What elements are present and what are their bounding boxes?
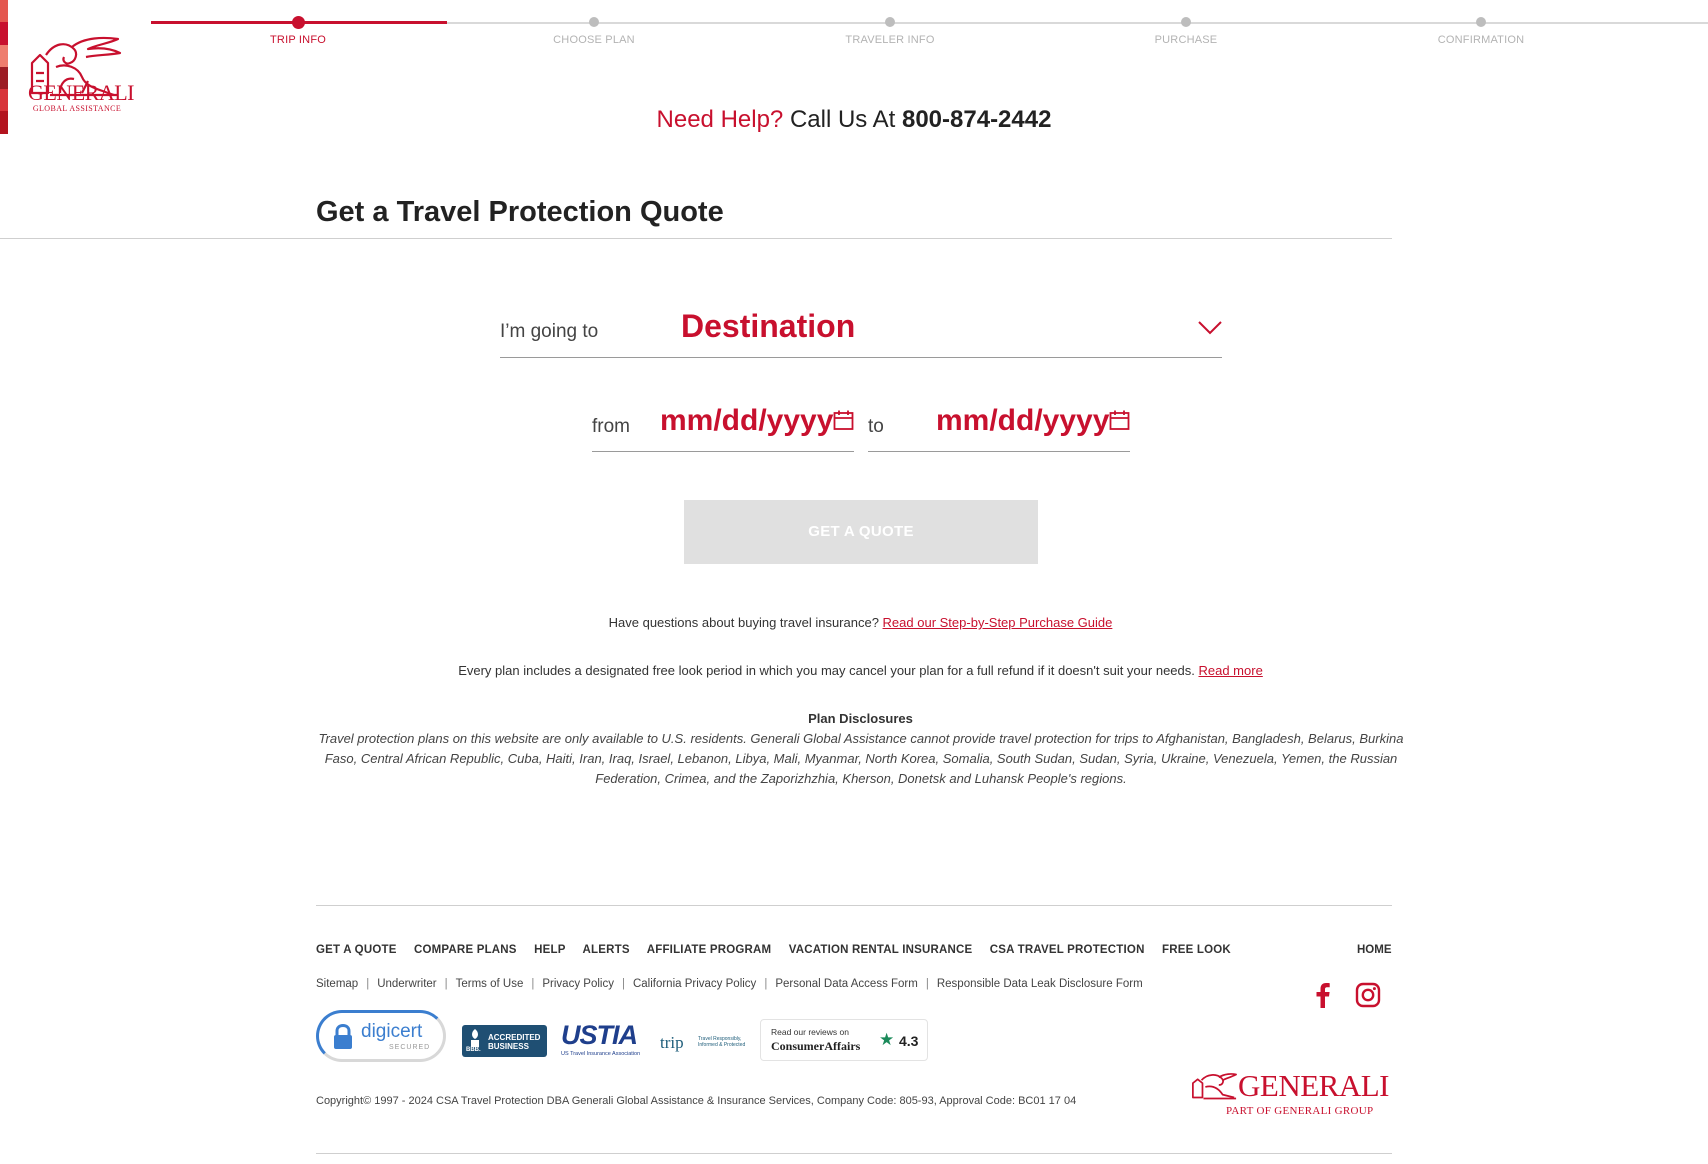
copyright-text: Copyright© 1997 - 2024 CSA Travel Protection DBA Generali Global Assistance & Insurance Services, Company Code: 805-93, Approval Code: BC01 17 04 [316, 1095, 1077, 1107]
step-traveler-info: TRAVELER INFO [790, 17, 990, 46]
title-divider [0, 238, 1392, 239]
read-more-link[interactable]: Read more [1198, 663, 1263, 678]
footer-nav-compare-plans[interactable]: COMPARE PLANS [413, 944, 517, 956]
link-separator: | [531, 978, 535, 990]
footer-links [316, 978, 1143, 990]
to-date-field[interactable] [868, 400, 1130, 452]
corporate-tagline: PART OF GENERALI GROUP [1226, 1105, 1374, 1117]
footer-link-data-leak[interactable]: Responsible Data Leak Disclosure Form [936, 978, 1143, 990]
footer-nav-alerts[interactable]: ALERTS [582, 944, 630, 956]
from-date-field[interactable] [592, 400, 854, 452]
destination-label: I’m going to [500, 321, 599, 342]
footer-nav-home[interactable]: HOME [1357, 944, 1392, 956]
footer-link-privacy[interactable]: Privacy Policy [542, 978, 614, 990]
phone-number-link[interactable]: 800-874-2442 [901, 106, 1052, 133]
calendar-icon[interactable] [833, 410, 854, 431]
instagram-icon[interactable] [1355, 982, 1381, 1008]
checkout-stepper [151, 0, 1708, 60]
step-trip-info: TRIP INFO [198, 17, 398, 46]
link-separator: | [444, 978, 448, 990]
page-title: Get a Travel Protection Quote [316, 196, 724, 228]
purchase-guide-line [0, 615, 1708, 630]
corporate-wordmark[interactable]: GENERALI [1238, 1068, 1389, 1103]
step-dot [1181, 17, 1191, 27]
step-dot [885, 17, 895, 27]
step-choose-plan: CHOOSE PLAN [494, 17, 694, 46]
step-confirmation: CONFIRMATION [1381, 17, 1581, 46]
bbb-torch-icon [466, 1028, 484, 1048]
footer-bottom-divider [316, 1153, 1392, 1154]
free-look-line [0, 663, 1708, 678]
link-separator: | [925, 978, 929, 990]
step-dot [292, 16, 305, 29]
to-date-input[interactable]: mm/dd/yyyy [936, 404, 1110, 437]
destination-value[interactable]: Destination [681, 308, 856, 344]
from-date-input[interactable]: mm/dd/yyyy [660, 404, 834, 437]
call-us-text: Call Us At [783, 106, 902, 133]
help-line [0, 106, 1708, 134]
bbb-badge[interactable]: BBB. ACCREDITED BUSINESS [462, 1025, 547, 1057]
step-dot [589, 17, 599, 27]
lock-icon [333, 1024, 353, 1050]
footer-nav-vacation-rental[interactable]: VACATION RENTAL INSURANCE [788, 944, 973, 956]
star-icon: ★ [879, 1030, 895, 1049]
facebook-icon[interactable] [1310, 982, 1336, 1008]
footer-nav-help[interactable]: HELP [534, 944, 566, 956]
purchase-guide-link[interactable]: Read our Step-by-Step Purchase Guide [882, 615, 1113, 630]
link-separator: | [621, 978, 625, 990]
to-label: to [868, 416, 884, 437]
ustia-badge[interactable]: USTIA US Travel Insurance Association [561, 1020, 641, 1057]
link-separator: | [366, 978, 370, 990]
footer-link-sitemap[interactable]: Sitemap [316, 978, 359, 990]
plan-disclosures-body: Travel protection plans on this website are only available to U.S. residents. Generali Global Assistance cannot provide travel protection for trips to Afghanistan, Bangladesh, Belarus, Burkina Faso, Central African Republic, Cuba, Haiti, Iran, Iraq, Israel, Lebanon, Libya, Mali, Myanmar, North Korea, Somalia, South Sudan, Sudan, Syria, Ukraine, Venezuela, Yemen, the Russian Federation, Crimea, and the Zaporizhzhia, Kherson, Donetsk and Luhansk People's regions. [318, 731, 1404, 786]
footer-top-divider [316, 905, 1392, 906]
calendar-icon[interactable] [1109, 410, 1130, 431]
footer-link-underwriter[interactable]: Underwriter [377, 978, 437, 990]
free-look-text: Every plan includes a designated free look period in which you may cancel your plan for a full refund if it doesn't suit your needs. [458, 663, 1199, 678]
digicert-badge[interactable]: digicert SECURED [316, 1010, 446, 1062]
footer-nav-free-look[interactable]: FREE LOOK [1161, 944, 1231, 956]
footer-link-terms[interactable]: Terms of Use [455, 978, 524, 990]
footer-nav-get-a-quote[interactable]: GET A QUOTE [316, 944, 397, 956]
footer-link-personal-data[interactable]: Personal Data Access Form [775, 978, 918, 990]
footer-nav-affiliate-program[interactable]: AFFILIATE PROGRAM [646, 944, 772, 956]
from-label: from [592, 416, 630, 437]
generali-corporate-logo[interactable] [1190, 1071, 1238, 1101]
footer-link-california-privacy[interactable]: California Privacy Policy [632, 978, 757, 990]
destination-select[interactable] [500, 302, 1222, 358]
consumeraffairs-badge[interactable]: Read our reviews on ConsumerAffairs ★ 4.3 [760, 1019, 928, 1061]
get-a-quote-button[interactable]: GET A QUOTE [684, 500, 1038, 564]
step-dot [1476, 17, 1486, 27]
footer-nav-csa-travel-protection[interactable]: CSA TRAVEL PROTECTION [989, 944, 1145, 956]
logo-wordmark[interactable]: GENERALI GLOBAL ASSISTANCE [28, 80, 134, 113]
step-purchase: PURCHASE [1086, 17, 1286, 46]
need-help-text: Need Help? [656, 106, 784, 133]
link-separator: | [764, 978, 768, 990]
chevron-down-icon[interactable] [1198, 320, 1222, 336]
trip-badge[interactable]: trip Travel Responsibly, Informed & Protected [660, 1033, 746, 1052]
purchase-guide-text: Have questions about buying travel insurance? [608, 615, 883, 630]
plan-disclosures-title: Plan Disclosures [808, 711, 913, 726]
footer-nav [316, 944, 1245, 956]
